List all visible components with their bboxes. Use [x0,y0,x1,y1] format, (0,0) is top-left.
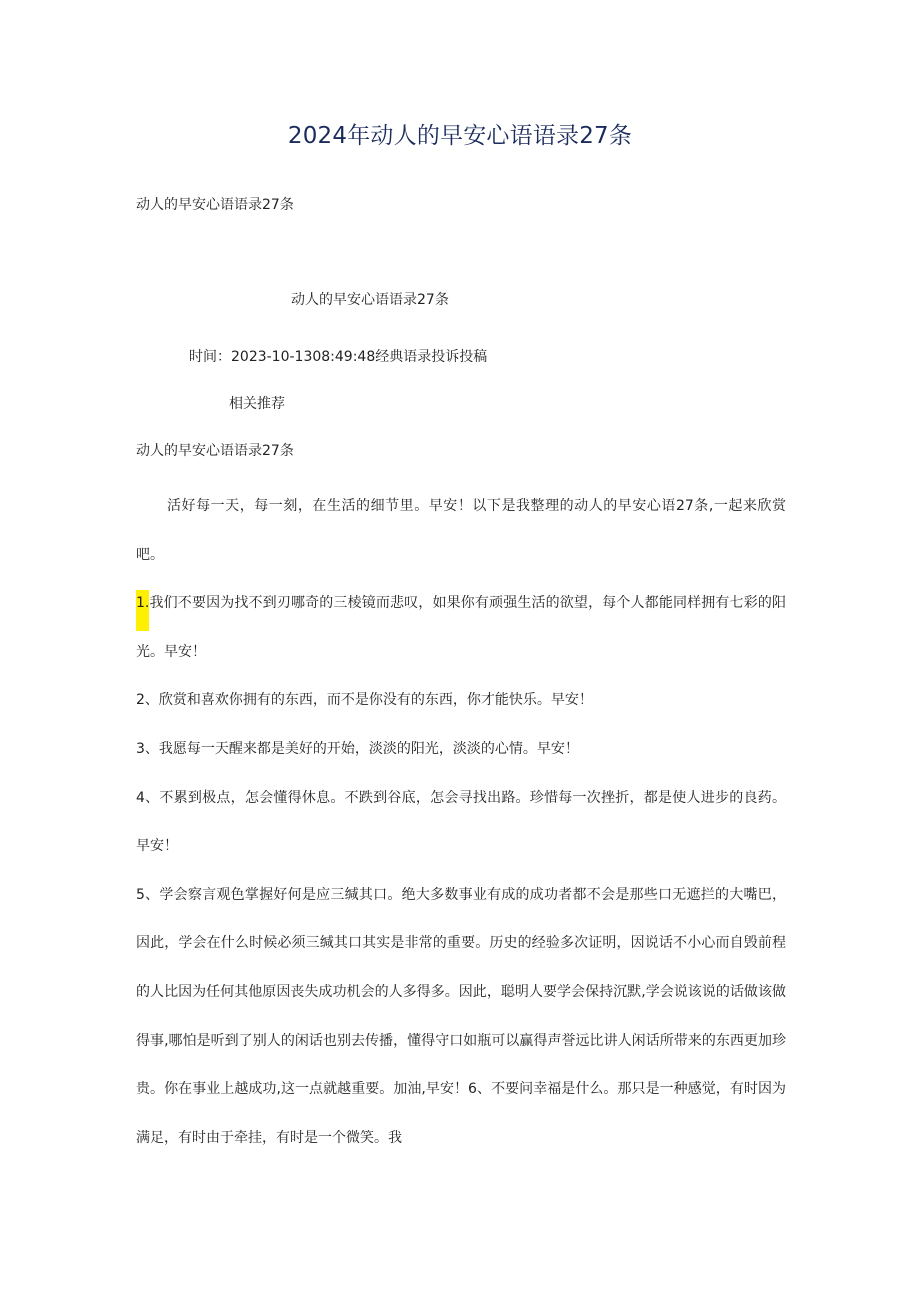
document-subtitle: 动人的早安心语语录27条 [136,197,294,213]
article-body [136,482,786,1162]
highlighted-number: 1. [136,590,149,631]
intro-paragraph: 活好每一天，每一刻，在生活的细节里。早安！以下是我整理的动人的早安心语27条,一起来欣赏吧。 [136,498,786,563]
document-title: 2024年动人的早安心语语录27条 [287,123,633,149]
list-item-3: 3、我愿每一天醒来都是美好的开始，淡淡的阳光，淡淡的心情。早安！ [136,740,579,757]
related-label: 相关推荐 [229,396,285,412]
list-item-2: 2、欣赏和喜欢你拥有的东西，而不是你没有的东西，你才能快乐。早安！ [136,692,593,709]
article-title: 动人的早安心语语录27条 [136,443,294,459]
inner-title: 动人的早安心语语录27条 [291,292,449,308]
list-item-1 [136,579,786,676]
list-item-5: 5、学会察言观色掌握好何是应三缄其口。绝大多数事业有成的成功者都不会是那些口无遮拦的大嘴巴，因此，学会在什么时候必须三缄其口其实是非常的重要。历史的经验多次证明，因说话不小心而自毁前程的人比因为任何其他原因丧失成功机会的人多得多。因此，聪明人要学会保持沉默,学会说该说的话做该做得事,哪怕是听到了别人的闲话也别去传播，懂得守口如瓶可以赢得声誉远比讲人闲话所带来的东西更加珍贵。你在事业上越成功,这一点就越重要。加油,早安！6、不要问幸福是什么。那只是一种感觉，有时因为满足，有时由于牵挂，有时是一个微笑。我 [136,886,786,1146]
meta-line: 时间：2023-10-1308:49:48经典语录投诉投稿 [189,349,488,365]
list-item-4: 4、不累到极点，怎会懂得休息。不跌到谷底，怎会寻找出路。珍惜每一次挫折，都是使人进步的良药。早安！ [136,789,786,855]
list-item-1-text: 我们不要因为找不到刃哪奇的三棱镜而悲叹，如果你有顽强生活的欲望，每个人都能同样拥有七彩的阳光。早安！ [136,595,786,660]
